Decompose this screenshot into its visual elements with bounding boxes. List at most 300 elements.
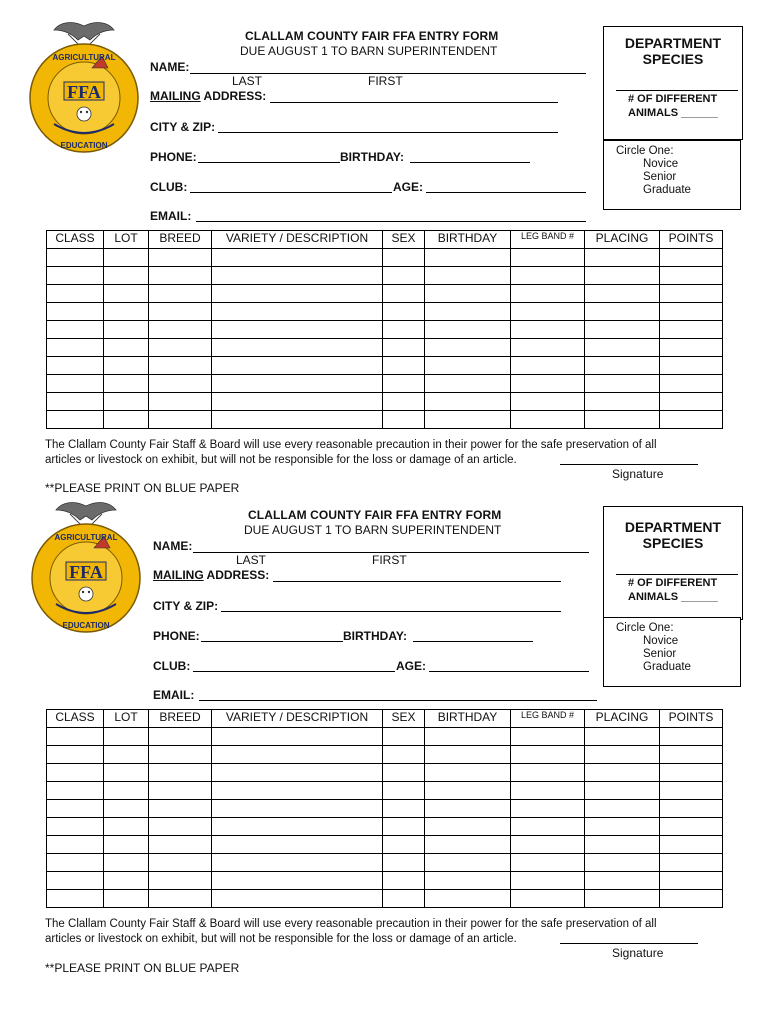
department-label: DEPARTMENT [624,35,722,51]
table-cell[interactable] [660,285,723,303]
table-cell[interactable] [212,836,383,854]
table-cell[interactable] [212,321,383,339]
name-label: NAME: [150,60,190,74]
table-cell[interactable] [212,357,383,375]
table-cell[interactable] [47,890,104,908]
table-cell[interactable] [660,339,723,357]
table-cell[interactable] [383,375,425,393]
col-breed: BREED [149,710,212,728]
option-senior[interactable]: Senior [643,171,677,183]
table-cell[interactable] [212,267,383,285]
table-cell[interactable] [47,357,104,375]
col-points: POINTS [660,231,723,249]
table-cell[interactable] [383,357,425,375]
table-cell[interactable] [383,339,425,357]
email-field[interactable] [199,700,597,701]
table-cell[interactable] [511,303,585,321]
table-cell[interactable] [585,393,660,411]
signature-field[interactable] [560,464,698,465]
table-cell[interactable] [425,836,511,854]
table-cell[interactable] [383,285,425,303]
table-cell[interactable] [104,764,149,782]
table-cell[interactable] [47,818,104,836]
table-cell[interactable] [511,339,585,357]
mailing-address-label [150,89,266,103]
table-cell[interactable] [585,890,660,908]
table-cell[interactable] [425,321,511,339]
table-cell[interactable] [104,411,149,429]
table-cell[interactable] [149,764,212,782]
table-cell[interactable] [585,303,660,321]
table-cell[interactable] [585,411,660,429]
table-cell[interactable] [149,818,212,836]
table-cell[interactable] [425,872,511,890]
last-label: LAST [236,553,267,567]
form-title: CLALLAM COUNTY FAIR FFA ENTRY FORM [245,29,499,43]
table-cell[interactable] [383,782,425,800]
option-graduate[interactable]: Graduate [643,184,691,196]
table-cell[interactable] [660,393,723,411]
col-class: CLASS [47,710,104,728]
table-cell[interactable] [383,249,425,267]
table-cell[interactable] [149,746,212,764]
table-cell[interactable] [212,285,383,303]
table-row [47,393,723,411]
table-cell[interactable] [47,782,104,800]
option-graduate[interactable]: Graduate [643,661,691,673]
table-cell[interactable] [585,285,660,303]
entry-table [46,709,723,908]
col-sex: SEX [383,710,425,728]
col-birthday: BIRTHDAY [425,231,511,249]
table-cell[interactable] [585,267,660,285]
animals-label: ANIMALS ______ [628,107,718,119]
table-cell[interactable] [212,764,383,782]
table-cell[interactable] [47,728,104,746]
table-cell[interactable] [585,249,660,267]
table-cell[interactable] [212,728,383,746]
table-cell[interactable] [425,267,511,285]
form-subtitle: DUE AUGUST 1 TO BARN SUPERINTENDENT [240,44,498,58]
phone-label: PHONE: [150,150,197,164]
table-row [47,375,723,393]
table-cell[interactable] [425,764,511,782]
city-zip-field[interactable] [221,611,561,612]
logo-top-text: AGRICULTURAL [52,53,116,62]
table-cell[interactable] [47,764,104,782]
table-cell[interactable] [511,782,585,800]
table-cell[interactable] [511,854,585,872]
table-row [47,890,723,908]
table-cell[interactable] [660,411,723,429]
table-cell[interactable] [511,411,585,429]
table-cell[interactable] [149,890,212,908]
table-cell[interactable] [104,249,149,267]
option-senior[interactable]: Senior [643,648,677,660]
first-label: FIRST [372,553,407,567]
animals-label: ANIMALS ______ [628,591,718,603]
table-cell[interactable] [511,746,585,764]
table-cell[interactable] [47,854,104,872]
logo-bottom-text: EDUCATION [60,141,108,150]
table-cell[interactable] [383,890,425,908]
table-cell[interactable] [425,854,511,872]
table-cell[interactable] [383,854,425,872]
table-cell[interactable] [425,375,511,393]
table-cell[interactable] [511,375,585,393]
table-cell[interactable] [104,890,149,908]
table-cell[interactable] [104,818,149,836]
table-cell[interactable] [585,872,660,890]
table-cell[interactable] [383,746,425,764]
col-lot: LOT [104,231,149,249]
table-cell[interactable] [104,872,149,890]
table-cell[interactable] [212,393,383,411]
city-zip-label: CITY & ZIP: [150,120,216,134]
col-leg-band: LEG BAND # [511,231,585,249]
table-cell[interactable] [47,375,104,393]
table-cell[interactable] [425,249,511,267]
table-cell[interactable] [104,303,149,321]
table-cell[interactable] [660,357,723,375]
age-label: AGE: [393,180,423,194]
table-row [47,818,723,836]
table-cell[interactable] [425,393,511,411]
table-row [47,764,723,782]
table-cell[interactable] [212,818,383,836]
table-cell[interactable] [47,303,104,321]
table-cell[interactable] [383,411,425,429]
table-body-2 [47,728,723,908]
table-cell[interactable] [511,357,585,375]
age-field[interactable] [429,671,589,672]
table-cell[interactable] [425,411,511,429]
birthday-label: BIRTHDAY: [340,150,405,164]
table-cell[interactable] [212,800,383,818]
table-cell[interactable] [212,411,383,429]
age-field[interactable] [426,192,586,193]
age-label: AGE: [396,659,426,673]
table-row [47,285,723,303]
table-cell[interactable] [104,728,149,746]
table-cell[interactable] [149,782,212,800]
signature-field[interactable] [560,943,698,944]
table-cell[interactable] [104,836,149,854]
species-field[interactable] [616,574,738,575]
address-word: ADDRESS: [200,89,267,103]
different-animals-label: # OF DIFFERENT [628,93,718,105]
table-cell[interactable] [660,800,723,818]
table-cell[interactable] [104,267,149,285]
table-cell[interactable] [104,357,149,375]
table-cell[interactable] [660,836,723,854]
table-cell[interactable] [104,800,149,818]
option-novice[interactable]: Novice [643,158,679,170]
birthday-label: BIRTHDAY: [343,629,408,643]
table-cell[interactable] [104,746,149,764]
table-cell[interactable] [212,375,383,393]
print-note: **PLEASE PRINT ON BLUE PAPER [45,481,240,495]
table-cell[interactable] [149,249,212,267]
table-cell[interactable] [104,375,149,393]
table-cell[interactable] [149,854,212,872]
table-cell[interactable] [383,872,425,890]
department-box [603,26,743,140]
table-cell[interactable] [425,303,511,321]
club-field[interactable] [193,671,395,672]
circle-one-label: Circle One: [616,622,674,634]
species-label: SPECIES [642,535,704,551]
table-cell[interactable] [660,249,723,267]
club-field[interactable] [190,192,392,193]
table-cell[interactable] [383,267,425,285]
table-cell[interactable] [585,375,660,393]
col-variety: VARIETY / DESCRIPTION [212,710,383,728]
table-cell[interactable] [47,267,104,285]
table-cell[interactable] [425,339,511,357]
table-cell[interactable] [660,782,723,800]
table-cell[interactable] [585,728,660,746]
table-row [47,836,723,854]
table-cell[interactable] [383,836,425,854]
signature-label: Signature [612,946,664,960]
table-cell[interactable] [47,411,104,429]
address-word: ADDRESS: [203,568,270,582]
table-cell[interactable] [425,890,511,908]
table-row [47,746,723,764]
table-cell[interactable] [47,836,104,854]
table-row [47,339,723,357]
table-cell[interactable] [47,285,104,303]
email-field[interactable] [196,221,586,222]
table-row [47,267,723,285]
table-cell[interactable] [585,357,660,375]
club-label: CLUB: [150,180,188,194]
species-field[interactable] [616,90,738,91]
table-cell[interactable] [585,339,660,357]
table-header-row [47,231,723,249]
table-cell[interactable] [149,303,212,321]
table-cell[interactable] [511,764,585,782]
entry-form-2 [0,480,770,975]
disclaimer-line-2: articles or livestock on exhibit, but will not be responsible for the loss or damage of an article. [45,933,517,945]
table-cell[interactable] [383,818,425,836]
table-cell[interactable] [104,854,149,872]
table-cell[interactable] [47,339,104,357]
table-cell[interactable] [585,764,660,782]
table-cell[interactable] [511,800,585,818]
col-leg-band: LEG BAND # [511,710,585,728]
table-cell[interactable] [585,818,660,836]
table-cell[interactable] [149,728,212,746]
birthday-field[interactable] [410,162,530,163]
logo-center-text: FFA [67,82,101,102]
table-cell[interactable] [383,321,425,339]
col-lot: LOT [104,710,149,728]
table-cell[interactable] [511,393,585,411]
table-cell[interactable] [660,303,723,321]
birthday-field[interactable] [413,641,533,642]
table-cell[interactable] [212,249,383,267]
table-cell[interactable] [149,393,212,411]
table-cell[interactable] [585,854,660,872]
table-cell[interactable] [47,746,104,764]
table-cell[interactable] [511,285,585,303]
logo-center-text: FFA [69,562,103,582]
table-cell[interactable] [660,267,723,285]
table-cell[interactable] [425,357,511,375]
form-subtitle: DUE AUGUST 1 TO BARN SUPERINTENDENT [244,523,502,537]
table-cell[interactable] [585,782,660,800]
table-row [47,303,723,321]
mailing-address-field[interactable] [273,581,561,582]
table-cell[interactable] [47,321,104,339]
table-cell[interactable] [585,800,660,818]
last-label: LAST [232,74,263,88]
table-cell[interactable] [149,872,212,890]
table-cell[interactable] [425,285,511,303]
mailing-word: MAILING [153,568,204,582]
table-cell[interactable] [47,872,104,890]
table-cell[interactable] [660,728,723,746]
table-cell[interactable] [104,393,149,411]
table-cell[interactable] [425,800,511,818]
table-cell[interactable] [660,818,723,836]
table-cell[interactable] [383,800,425,818]
table-row [47,357,723,375]
table-cell[interactable] [511,836,585,854]
table-cell[interactable] [212,872,383,890]
table-cell[interactable] [212,782,383,800]
table-cell[interactable] [47,800,104,818]
disclaimer-line-1: The Clallam County Fair Staff & Board will use every reasonable precaution in their power for the safe preservation of all [45,439,657,451]
table-cell[interactable] [212,339,383,357]
table-cell[interactable] [212,890,383,908]
ffa-emblem-icon [30,500,142,638]
city-zip-field[interactable] [218,132,558,133]
email-label: EMAIL: [153,688,195,702]
table-row [47,411,723,429]
table-cell[interactable] [660,872,723,890]
table-cell[interactable] [660,890,723,908]
circle-one-label: Circle One: [616,145,674,157]
table-cell[interactable] [149,285,212,303]
table-cell[interactable] [511,872,585,890]
table-cell[interactable] [585,746,660,764]
table-cell[interactable] [511,267,585,285]
table-cell[interactable] [104,285,149,303]
table-cell[interactable] [660,746,723,764]
table-cell[interactable] [511,728,585,746]
table-cell[interactable] [149,339,212,357]
table-row [47,872,723,890]
col-breed: BREED [149,231,212,249]
email-label: EMAIL: [150,209,192,223]
table-cell[interactable] [511,321,585,339]
table-cell[interactable] [149,800,212,818]
table-cell[interactable] [660,764,723,782]
table-cell[interactable] [212,303,383,321]
table-cell[interactable] [104,321,149,339]
table-row [47,728,723,746]
table-cell[interactable] [425,782,511,800]
table-cell[interactable] [585,836,660,854]
phone-field[interactable] [201,641,343,642]
table-cell[interactable] [425,818,511,836]
table-cell[interactable] [149,375,212,393]
different-animals-label: # OF DIFFERENT [628,577,718,589]
table-cell[interactable] [383,393,425,411]
city-zip-label: CITY & ZIP: [153,599,219,613]
table-row [47,249,723,267]
department-box [603,506,743,620]
mailing-address-field[interactable] [270,102,558,103]
disclaimer-line-2: articles or livestock on exhibit, but will not be responsible for the loss or damage of an article. [45,454,517,466]
table-row [47,321,723,339]
phone-label: PHONE: [153,629,200,643]
table-cell[interactable] [425,746,511,764]
option-novice[interactable]: Novice [643,635,679,647]
col-class: CLASS [47,231,104,249]
table-cell[interactable] [104,782,149,800]
table-cell[interactable] [149,836,212,854]
department-label: DEPARTMENT [624,519,722,535]
table-cell[interactable] [660,375,723,393]
form-title: CLALLAM COUNTY FAIR FFA ENTRY FORM [248,508,502,522]
table-cell[interactable] [212,854,383,872]
col-birthday: BIRTHDAY [425,710,511,728]
table-cell[interactable] [149,321,212,339]
col-sex: SEX [383,231,425,249]
table-cell[interactable] [149,267,212,285]
mailing-word: MAILING [150,89,201,103]
table-cell[interactable] [149,411,212,429]
table-row [47,854,723,872]
table-header-row [47,710,723,728]
club-label: CLUB: [153,659,191,673]
table-cell[interactable] [511,818,585,836]
table-cell[interactable] [383,764,425,782]
table-cell[interactable] [425,728,511,746]
table-cell[interactable] [104,339,149,357]
table-body-1 [47,249,723,429]
table-cell[interactable] [660,321,723,339]
table-cell[interactable] [585,321,660,339]
table-cell[interactable] [660,854,723,872]
phone-field[interactable] [198,162,340,163]
table-cell[interactable] [47,393,104,411]
table-cell[interactable] [383,728,425,746]
table-cell[interactable] [212,746,383,764]
mailing-address-label [153,568,269,582]
col-points: POINTS [660,710,723,728]
table-cell[interactable] [511,890,585,908]
print-note: **PLEASE PRINT ON BLUE PAPER [45,961,240,975]
logo-bottom-text: EDUCATION [62,621,110,630]
logo-top-text: AGRICULTURAL [54,533,118,542]
ffa-emblem-icon [28,20,140,158]
name-label: NAME: [153,539,193,553]
table-cell[interactable] [149,357,212,375]
table-cell[interactable] [47,249,104,267]
table-cell[interactable] [383,303,425,321]
first-label: FIRST [368,74,403,88]
species-label: SPECIES [642,51,704,67]
table-row [47,782,723,800]
signature-label: Signature [612,467,664,481]
table-cell[interactable] [511,249,585,267]
col-placing: PLACING [585,710,660,728]
